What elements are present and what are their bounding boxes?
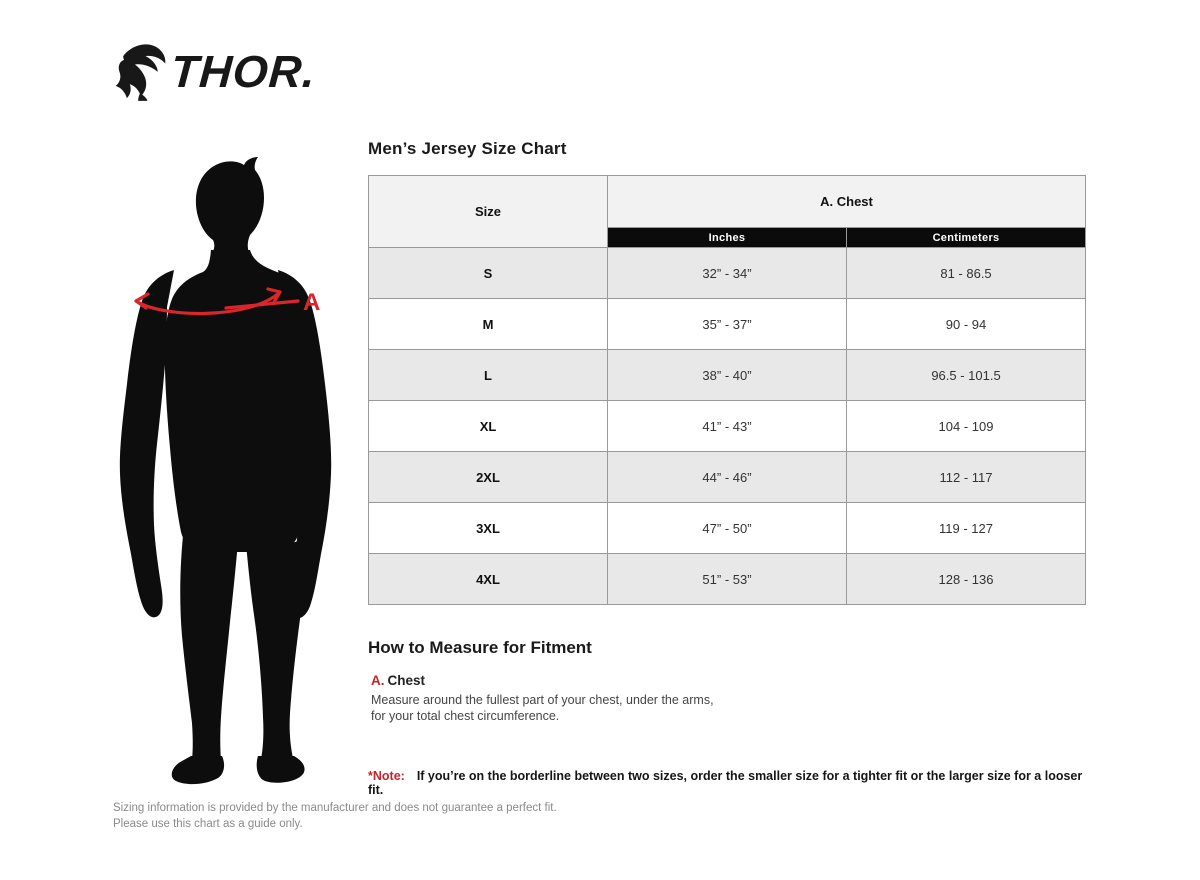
size-table-row [369,452,1086,503]
size-chart-title: Men’s Jersey Size Chart [368,139,567,158]
male-silhouette [100,148,360,793]
centimeters-cell: 90 - 94 [847,299,1086,350]
brand-name: THOR. [169,45,318,97]
measure-item-heading [371,673,731,688]
inches-cell: 35” - 37” [608,299,847,350]
size-table-row [369,350,1086,401]
inches-cell: 32” - 34” [608,248,847,299]
measure-item-description: Measure around the fullest part of your chest, under the arms, for your total chest circumference. [371,693,714,723]
inches-cell: 41” - 43” [608,401,847,452]
size-cell: 4XL [369,554,608,605]
inches-cell: 38” - 40” [608,350,847,401]
size-column-header: Size [369,176,608,248]
brand-logo [112,40,316,102]
measure-item-chest [371,673,731,724]
chest-group-header: A. Chest [608,176,1086,228]
inches-unit-header: Inches [608,228,847,248]
inches-cell: 44” - 46” [608,452,847,503]
measurement-figure [100,148,360,793]
centimeters-cell: 96.5 - 101.5 [847,350,1086,401]
thor-goat-icon [112,40,168,102]
size-table-row [369,299,1086,350]
inches-cell: 51” - 53” [608,554,847,605]
disclaimer-line-1: Sizing information is provided by the manufacturer and does not guarantee a perfect fit. [113,802,557,814]
size-table-row [369,554,1086,605]
size-cell: 2XL [369,452,608,503]
disclaimer-line-2: Please use this chart as a guide only. [113,818,303,831]
measure-item-label: Chest [387,673,426,688]
sizing-note [368,769,1085,797]
measure-section-title: How to Measure for Fitment [368,638,592,657]
centimeters-unit-header: Centimeters [847,228,1086,248]
size-table-row [369,248,1086,299]
size-cell: M [369,299,608,350]
measure-item-key: A. [371,673,385,688]
note-prefix: *Note: [368,769,405,783]
chest-label-a: A [303,289,321,316]
centimeters-cell: 104 - 109 [847,401,1086,452]
size-cell: XL [369,401,608,452]
size-cell: L [369,350,608,401]
size-table-body [369,248,1086,605]
size-table-row [369,503,1086,554]
size-cell: S [369,248,608,299]
note-text: If you’re on the borderline between two sizes, order the smaller size for a tighter fit or the larger size for a looser fit. [368,769,1083,797]
centimeters-cell: 119 - 127 [847,503,1086,554]
centimeters-cell: 128 - 136 [847,554,1086,605]
inches-cell: 47” - 50” [608,503,847,554]
manufacturer-disclaimer [113,800,557,832]
centimeters-cell: 81 - 86.5 [847,248,1086,299]
size-table-row [369,401,1086,452]
size-cell: 3XL [369,503,608,554]
size-table [368,175,1086,605]
centimeters-cell: 112 - 117 [847,452,1086,503]
